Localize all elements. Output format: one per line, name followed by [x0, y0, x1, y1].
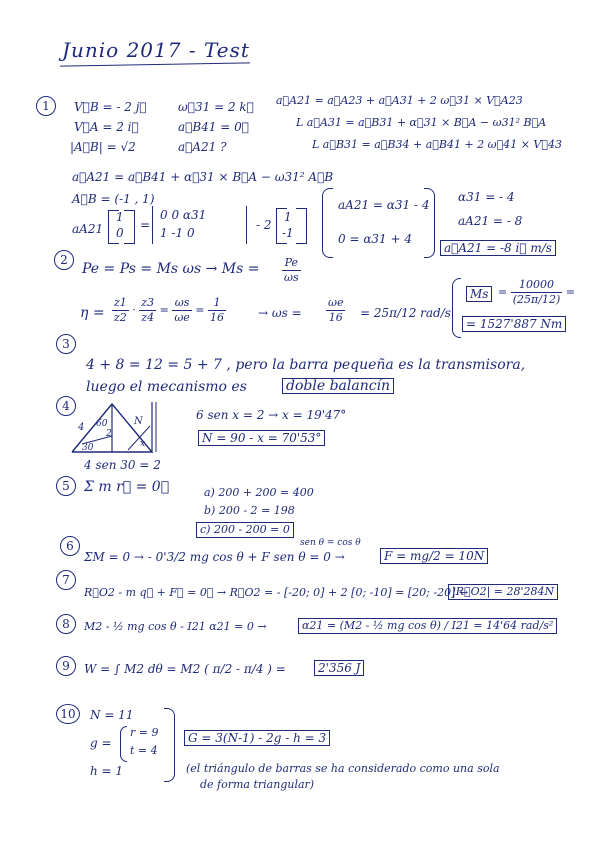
p1-det-row2: 1 -1 0: [160, 226, 195, 240]
p2-ms-num: 10000: [511, 278, 563, 293]
p1-system-brace: [322, 188, 333, 258]
p1-vec-bracket-right: [124, 210, 135, 244]
p2-eta: η =: [80, 305, 105, 321]
p2-f1n: z1: [114, 296, 127, 309]
p6-note: sen θ = cos θ: [300, 538, 361, 548]
p4-label-30: 30: [82, 443, 94, 453]
p1-a21-question: a⃗A21 ?: [178, 140, 227, 154]
p5-eq: Σ m r⃗ = 0⃗: [84, 479, 170, 495]
p2-ws: → ωs =: [258, 306, 302, 320]
p4-triangle-figure: [68, 400, 168, 460]
p1-mat-tail: - 2: [256, 218, 272, 232]
p1-eq1: a⃗A21 = a⃗A23 + a⃗A31 + 2 ω⃗31 × V⃗A23: [276, 94, 523, 107]
p2-f1d: z2: [114, 311, 127, 324]
p6-eq: ΣM = 0 → - 0'3/2 mg cos θ + F sen θ = 0 →: [84, 550, 345, 564]
problem-3-number: 3: [56, 334, 76, 354]
p2-ms-frac-den: ωs: [284, 271, 299, 284]
p1-system-brace-right: [424, 188, 435, 258]
p2-f5d: 16: [328, 311, 343, 324]
problem-4-number: 4: [56, 396, 76, 416]
p2-ms-result-box: = 1527'887 Nm: [462, 316, 566, 332]
p1-res1: α31 = - 4: [458, 190, 515, 204]
p5-b: b) 200 - 2 = 198: [204, 504, 295, 517]
p2-f3n: ωs: [172, 296, 191, 311]
p2-f2n: z3: [141, 296, 155, 309]
p2-f4d: 16: [210, 311, 225, 324]
problem-8-number: 8: [56, 614, 76, 634]
p3-line2: luego el mecanismo es: [86, 379, 247, 395]
p4-eq1: 6 sen x = 2 → x = 19'47°: [196, 408, 347, 422]
p2-ms-den: (25π/12): [512, 293, 561, 306]
p5-a: a) 200 + 200 = 400: [204, 486, 314, 499]
p4-base-eq: 4 sen 30 = 2: [84, 458, 161, 472]
p2-ws-value: = 25π/12 rad/s: [360, 306, 451, 320]
p3-line1: 4 + 8 = 12 = 5 + 7 , pero la barra pequeña es la transmisora,: [86, 357, 526, 373]
p1-vec-2: 0: [116, 226, 124, 240]
p4-label-2: 2: [106, 429, 112, 439]
p1-matrix-lhs: aA21: [72, 222, 104, 236]
p2-ms-brace: [452, 278, 461, 338]
p2-ws-frac: [326, 296, 345, 325]
p1-det-row1: 0 0 α31: [160, 208, 207, 222]
p2-eq1: Pe = Ps = Ms ωs → Ms =: [82, 261, 260, 277]
p2-ms-frac-num: Pe: [282, 256, 301, 271]
exam-page: Junio 2017 - Test 1 V⃗B = - 2 j⃗ V⃗A = 2 i⃗ |A⃗B| = √2 ω⃗31 = 2 k⃗ a⃗B41 = 0⃗ a⃗A21 ? a⃗A21 = a⃗A23 + a⃗A31 + 2 ω⃗31 × V⃗A23 L a⃗A31 = a⃗B31 + α⃗31 × B⃗A − ω31² B⃗A L a⃗B31 = a⃗B34 + a⃗B41 + 2 ω⃗41 × V⃗43 a⃗A21 = a⃗B41 + α⃗31 × B⃗A − ω31² A⃗B A⃗B = (-1 , 1) aA21 1 0 = 0 0 α31 1 -1 0 - 2 1 -1 aA21 = α31 - 4 0 = α31 + 4 α31 = - 4 aA21 = - 8 a⃗A21 = -8 i⃗ m/s 2 Pe = Ps = Ms ωs → Ms = $\frac{Pe}{\omega s}$ η = $\frac{z1}{z2}$ · $\frac{z3}{z4}$ = $\frac{\omega s}{\omega e}$ = $\frac{1}{16}$ → ωs = $\frac{\omega e}{16}$ = 25π/12 rad/s Ms = $\frac{10000}{(25\pi/12)}$ = = 1527'887 Nm 3 4 + 8 = 12 = 5 + 7 , pero la barra pequeña es la transmisora, luego el mecanismo es doble balancín 4 4 60 30 2 N x 4 sen 30 = 2 6 sen x = 2 → x = 19'47° N = 90 - x = 70'53° 5 Σ m r⃗ = 0⃗ a) 200 + 200 = 400 b) 200 - 2 = 198 c) 200 - 200 = 0 6 ΣM = 0 → - 0'3/2 mg cos θ + F sen θ = 0 → sen θ = cos θ F = mg/2 = 10N 7 R⃗O2 - m q⃗ + F⃗ = 0⃗ → R⃗O2 = - [-20; 0] + 2 [0; -10] = [20; -20] → |R⃗O2| = 28'284N 8 M2 - ½ mg cos θ - I21 α21 = 0 → α21 = (M2 - ½ mg cos θ) / I21 = 14'64 rad/s² 9 W = ∫ M2 dθ = M2 ( π/2 - π/4 ) = 2'356 J 10 N = 11 g = r = 9 t = 4 h = 1 G = 3(N-1) - 2g - h = 3 (el triángulo de barras se ha considerado como una sola de forma triangular): [0, 0, 616, 848]
p1-va: V⃗A = 2 i⃗: [74, 120, 139, 134]
p1-a41: a⃗B41 = 0⃗: [178, 120, 249, 134]
p2-f2d: z4: [141, 311, 155, 324]
page-title: Junio 2017 - Test: [62, 38, 250, 62]
p10-brace: [164, 708, 175, 782]
p10-g-brace: [120, 726, 127, 762]
p1-sys1: aA21 = α31 - 4: [338, 198, 430, 212]
p2-ms-label: Ms: [466, 286, 492, 302]
p1-tail-vec-2: -1: [282, 226, 294, 240]
p4-label-n: N: [134, 416, 143, 427]
p10-note2: de forma triangular): [200, 778, 315, 791]
problem-9-number: 9: [56, 656, 76, 676]
p1-tail-bracket-right: [296, 208, 307, 244]
p10-t: t = 4: [130, 744, 158, 757]
p3-answer-box: doble balancín: [282, 378, 394, 394]
p2-ms-value-frac: = $\frac{10000}{(25\pi/12)}$ =: [498, 278, 575, 306]
p2-f3d: ωe: [174, 311, 190, 324]
p1-eq4: a⃗A21 = a⃗B41 + α⃗31 × B⃗A − ω31² A⃗B: [72, 170, 334, 184]
problem-10-number: 10: [56, 704, 80, 724]
p2-f5n: ωe: [328, 296, 344, 309]
p1-eq2: L a⃗A31 = a⃗B31 + α⃗31 × B⃗A − ω31² B⃗A: [296, 116, 547, 129]
p8-answer-box: α21 = (M2 - ½ mg cos θ) / I21 = 14'64 rad/s²: [298, 618, 557, 634]
p10-answer-box: G = 3(N-1) - 2g - h = 3: [184, 730, 330, 746]
p9-eq: W = ∫ M2 dθ = M2 ( π/2 - π/4 ) =: [84, 662, 286, 676]
p4-answer-box: N = 90 - x = 70'53°: [198, 430, 325, 446]
p8-eq: M2 - ½ mg cos θ - I21 α21 = 0 →: [84, 620, 267, 633]
title-underline: [60, 62, 250, 66]
p1-ab-vector: A⃗B = (-1 , 1): [72, 192, 155, 206]
p10-note1: (el triángulo de barras se ha considerado como una sola: [186, 762, 500, 775]
p4-label-x: x: [140, 439, 146, 449]
p7-eq: R⃗O2 - m q⃗ + F⃗ = 0⃗ → R⃗O2 = - [-20; 0] + 2 [0; -10] = [20; -20] →: [84, 586, 469, 599]
p2-eta-fracs: $\frac{z1}{z2}$ · $\frac{z3}{z4}$ = $\frac{\omega s}{\omega e}$ = $\frac{1}{16}$: [114, 296, 225, 324]
p5-c-box: c) 200 - 200 = 0: [196, 522, 294, 538]
p1-vec-1: 1: [116, 210, 124, 224]
p2-f4n: 1: [208, 296, 226, 311]
p9-answer-box: 2'356 J: [314, 660, 364, 676]
p10-n: N = 11: [90, 708, 134, 722]
problem-7-number: 7: [56, 570, 76, 590]
p10-h: h = 1: [90, 764, 124, 778]
p1-res2: aA21 = - 8: [458, 214, 523, 228]
problem-5-number: 5: [56, 476, 76, 496]
p2-ms-frac: [282, 256, 301, 285]
p10-r: r = 9: [130, 726, 159, 739]
p7-answer-box: |R⃗O2| = 28'284N: [448, 584, 558, 600]
p1-vb: V⃗B = - 2 j⃗: [74, 100, 147, 114]
p1-det-bar-right: [246, 206, 247, 244]
p1-tail-vec-1: 1: [284, 210, 292, 224]
p1-eq3: L a⃗B31 = a⃗B34 + a⃗B41 + 2 ω⃗41 × V⃗43: [312, 138, 562, 151]
p4-label-60: 60: [96, 419, 108, 429]
p1-det-bar-left: [152, 206, 153, 244]
p4-label-4: 4: [78, 422, 85, 433]
p6-answer-box: F = mg/2 = 10N: [380, 548, 488, 564]
p1-result-box: a⃗A21 = -8 i⃗ m/s: [440, 240, 556, 256]
problem-1-number: 1: [36, 96, 56, 116]
p1-ab: |A⃗B| = √2: [70, 140, 136, 154]
p10-g: g =: [90, 736, 112, 750]
p1-sys2: 0 = α31 + 4: [338, 232, 413, 246]
problem-6-number: 6: [60, 536, 80, 556]
problem-2-number: 2: [54, 250, 74, 270]
p1-w31: ω⃗31 = 2 k⃗: [178, 100, 254, 114]
